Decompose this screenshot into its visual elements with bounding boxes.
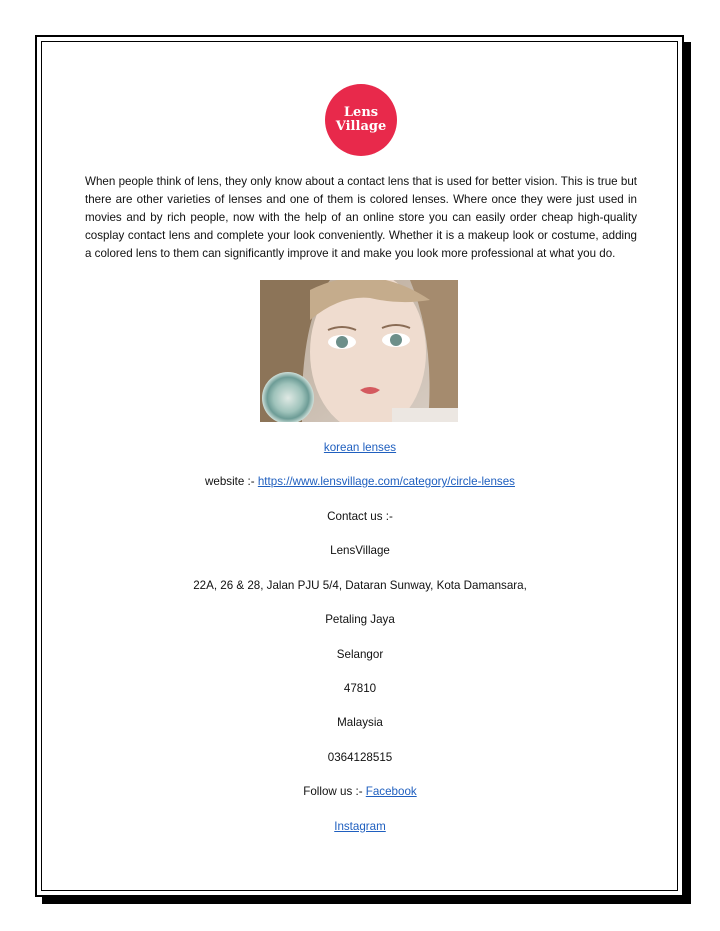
postcode: 47810 [343,682,377,695]
website-label: website :- [205,475,258,488]
follow-us-line [0,784,720,800]
logo-line-1: Lens [343,105,379,120]
korean-lenses-link[interactable]: korean lenses [323,441,397,454]
model-with-lens-photo [260,280,458,422]
address-line: 22A, 26 & 28, Jalan PJU 5/4, Dataran Sunway, Kota Damansara, [193,579,527,592]
website-line [0,474,720,490]
intro-paragraph: When people think of lens, they only know about a contact lens that is used for better vision. This is true but there are other varieties of lenses and one of them is colored lenses. Where once they were just used in movies and by rich people, now with the help of an online store you can easily order cheap high-quality cosplay contact lens and complete your look conveniently. Whether it is a makeup look or costume, adding a colored lens to them can significantly improve it and make you look more professional at what you do. [85,175,637,260]
follow-us-label: Follow us :- [303,785,366,798]
phone-number: 0364128515 [327,751,393,764]
company-name: LensVillage [330,544,390,557]
facebook-link[interactable]: Facebook [365,785,417,798]
korean-lenses-line [0,440,720,456]
instagram-line [0,819,720,835]
contact-heading: Contact us :- [327,510,393,523]
website-link[interactable]: https://www.lensvillage.com/category/circle-lenses [257,475,515,488]
page-frame [35,35,684,897]
instagram-link[interactable]: Instagram [334,820,386,833]
country: Malaysia [337,716,383,729]
logo-line-2: Village [335,119,387,134]
state: Selangor [336,648,384,661]
lens-village-logo [325,84,397,156]
city: Petaling Jaya [325,613,395,626]
